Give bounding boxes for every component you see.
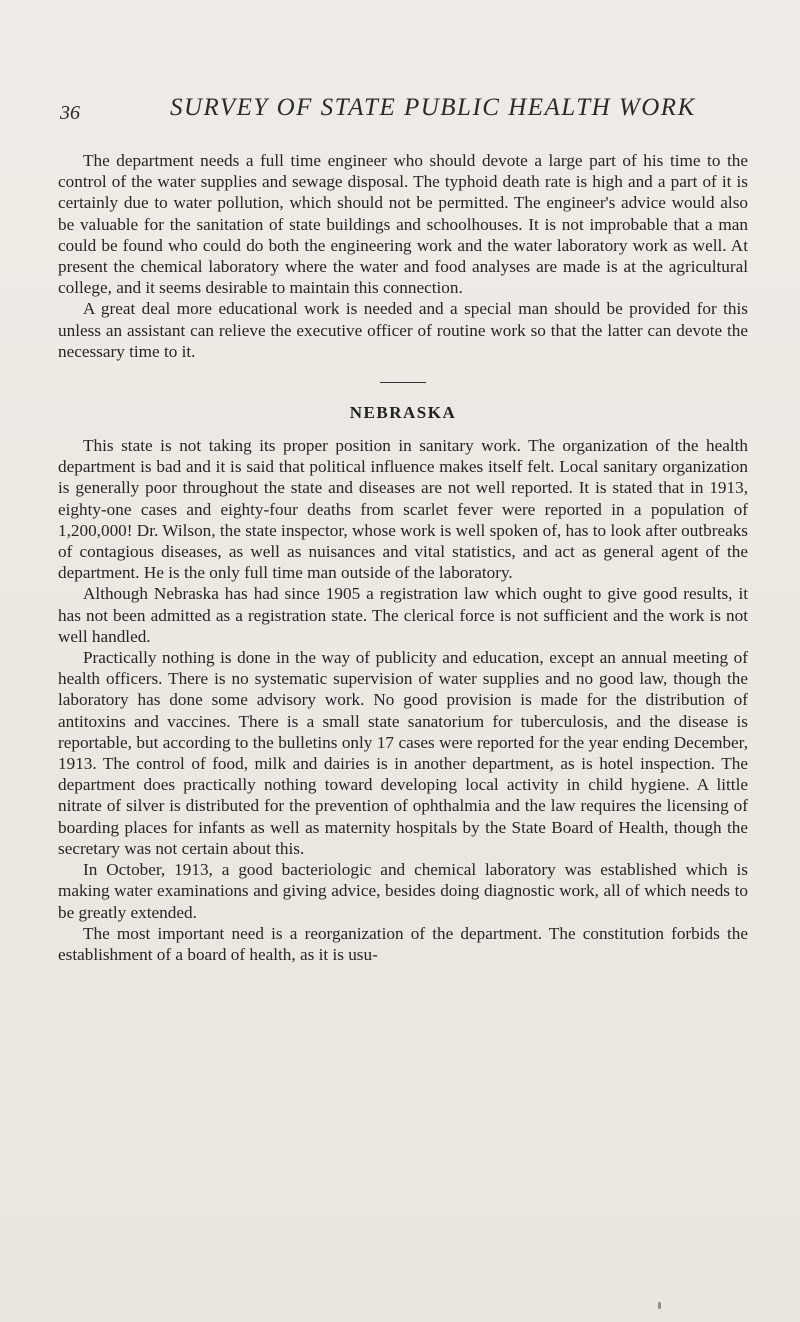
paragraph-registration: Although Nebraska has had since 1905 a registration law which ought to give good results, it has not been admitted as a registration state. The clerical force is not sufficient and the work is not well handled.: [58, 584, 748, 646]
paragraph-engineer: The department needs a full time engineer who should devote a large part of his time to the control of the water supplies and sewage disposal. The typhoid death rate is high and a part of it is certainly due to water pollution, which should not be permitted. The engineer's advice would also be valuable for the sanitation of state buildings and schoolhouses. It is not improbable that a man could be found who could do both the engineering work and the water laboratory work as well. At present the chemical laboratory where the water and food analyses are made is at the agricultural college, and it seems desirable to maintain this connection.: [58, 151, 748, 298]
page-speck: [658, 1302, 661, 1309]
section-divider: [380, 382, 426, 383]
section-heading-nebraska: NEBRASKA: [349, 403, 457, 423]
running-title: SURVEY OF STATE PUBLIC HEALTH WORK: [170, 94, 696, 121]
paragraph-publicity: Practically nothing is done in the way of publicity and education, except an annual meeting of health officers. There is no systematic supervision of water supplies and no good law, though the laboratory has done some advisory work. No good provision is made for the distribution of antitoxins and vaccines. There is a small state sanatorium for tuberculosis, and the disease is reportable, but according to the bulletins only 17 cases were reported for the year ending December, 1913. The control of food, milk and dairies is in another department, as is hotel inspection. The department does practically nothing toward developing local activity in child hygiene. A little nitrate of silver is distributed for the prevention of ophthalmia and the law requires the licensing of boarding places for infants as well as maternity hospitals by the State Board of Health, though the secretary was not certain about this.: [58, 648, 748, 858]
body-text: [58, 150, 748, 965]
paragraph-reorganization: The most important need is a reorganization of the department. The constitution forbids the establishment of a board of health, as it is usu-: [58, 923, 748, 964]
page-number: 36: [60, 102, 80, 124]
running-head: [60, 94, 750, 134]
paragraph-educational-work: A great deal more educational work is needed and a special man should be provided for this unless an assistant can relieve the executive officer of routine work so that the latter can devote the necessary time to it.: [58, 299, 748, 361]
paragraph-organization: This state is not taking its proper position in sanitary work. The organization of the health department is bad and it is said that political influence makes itself felt. Local sanitary organization is generally poor throughout the state and diseases are not well reported. It is stated that in 1913, eighty-one cases and eighty-four deaths from scarlet fever were reported in a population of 1,200,000! Dr. Wilson, the state inspector, whose work is well spoken of, has to look after outbreaks of contagious diseases, as well as nuisances and vital statistics, and act as general agent of the department. He is the only full time man outside of the laboratory.: [58, 436, 748, 583]
paragraph-laboratory: In October, 1913, a good bacteriologic and chemical laboratory was established which is making water examinations and giving advice, besides doing diagnostic work, all of which needs to be greatly extended.: [58, 860, 748, 922]
